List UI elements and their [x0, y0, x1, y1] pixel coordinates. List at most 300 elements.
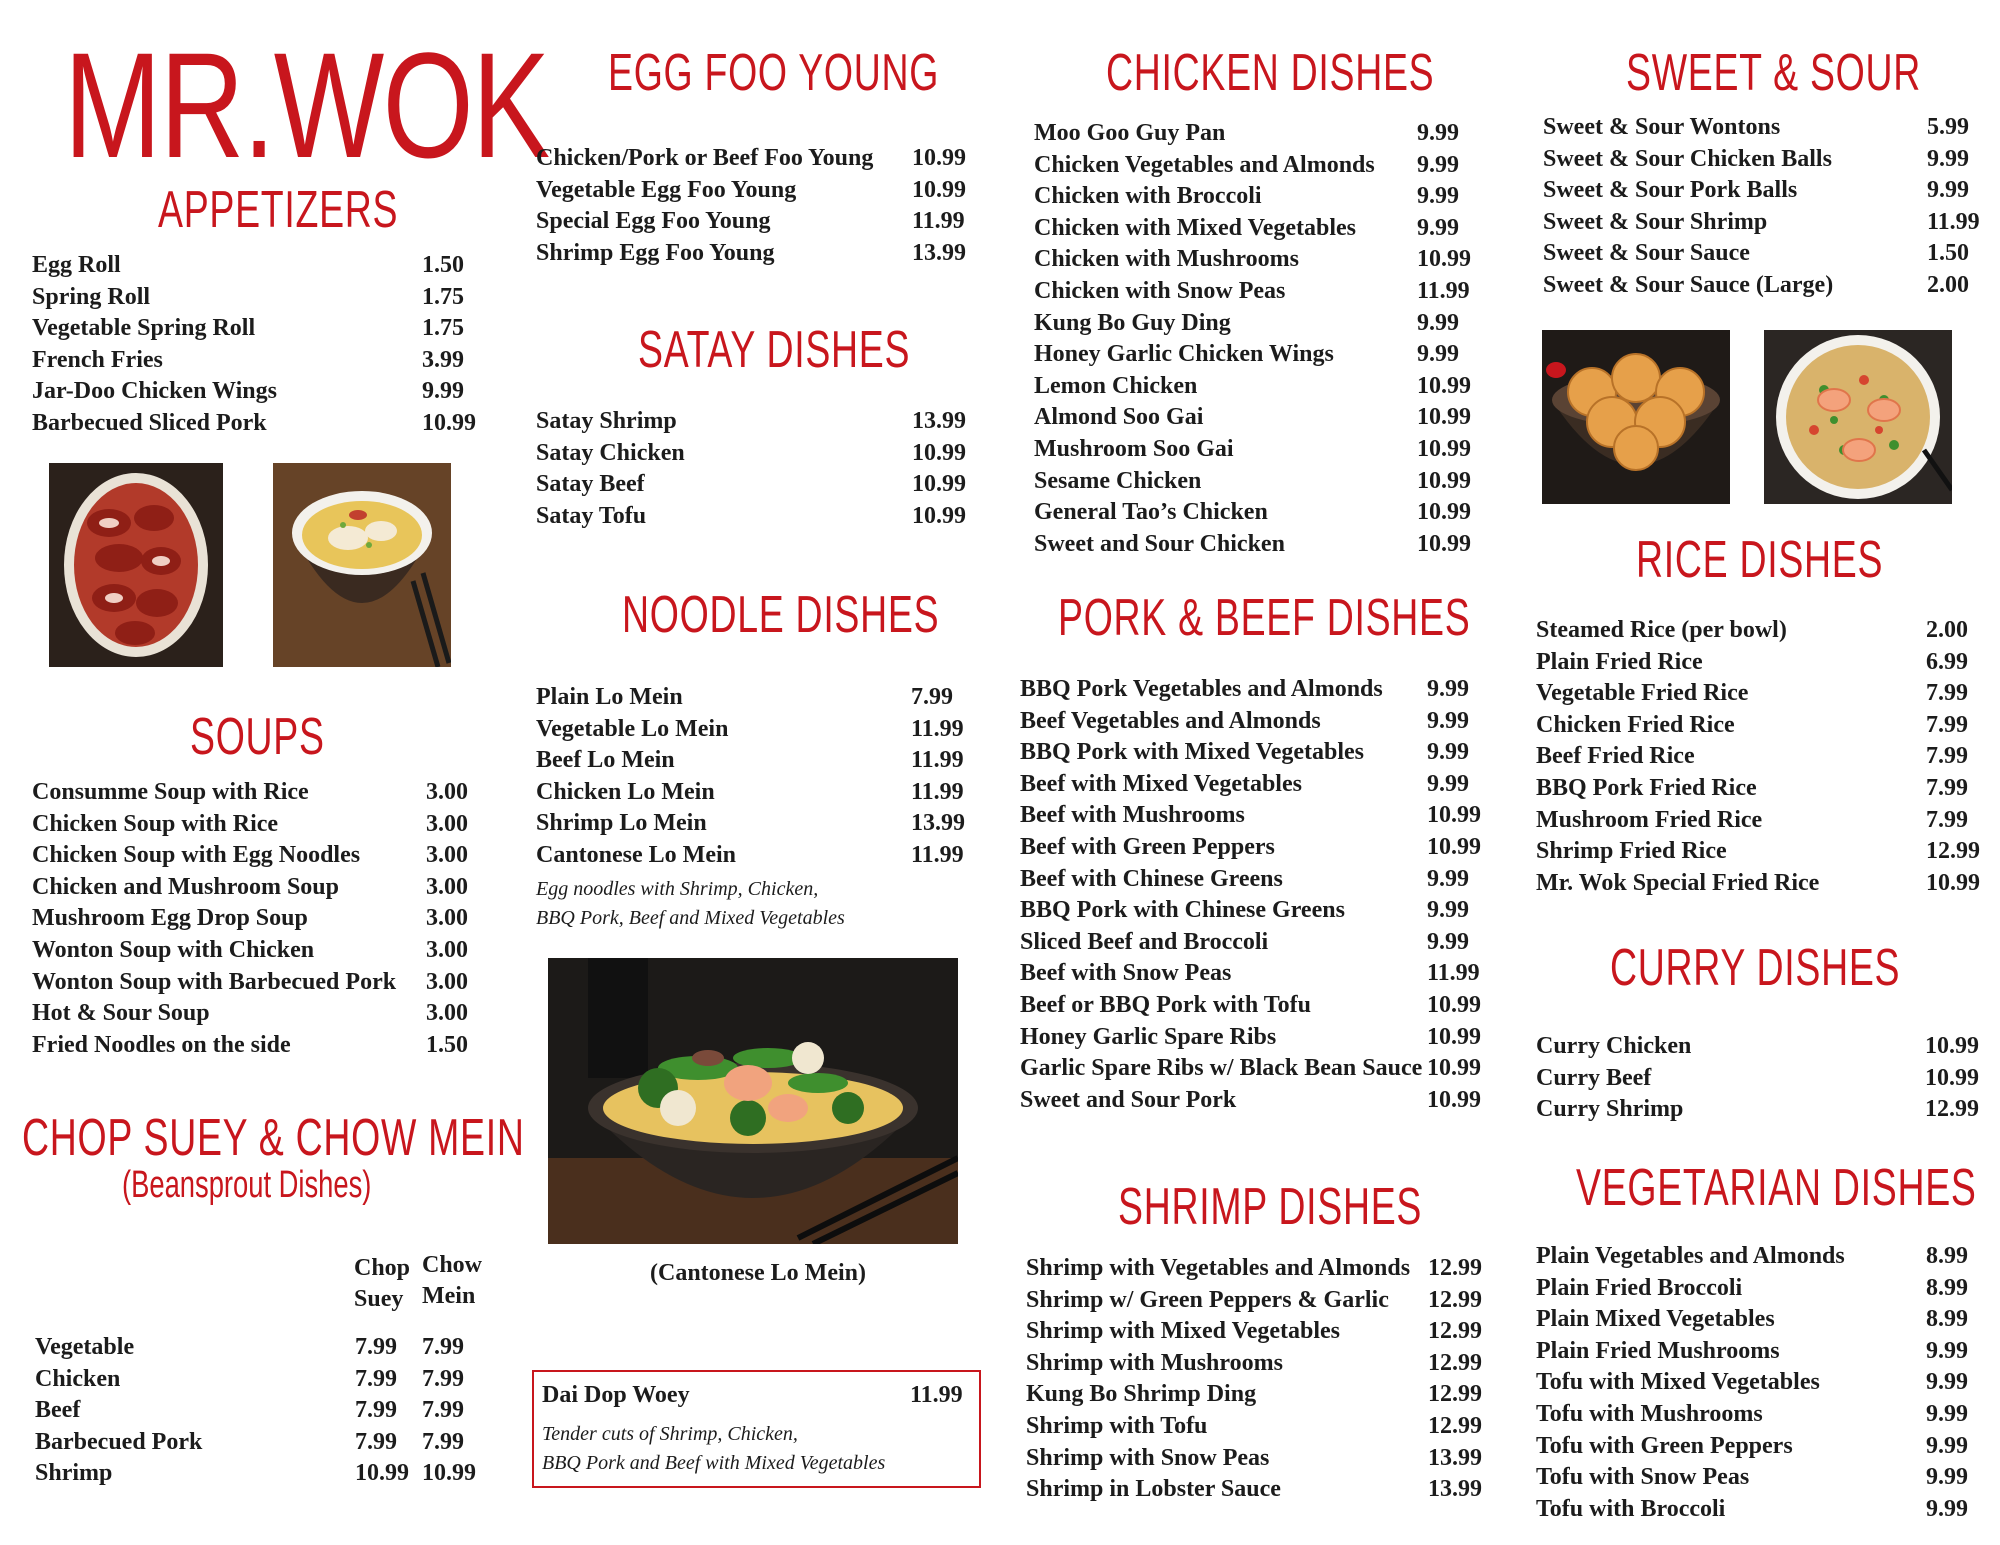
menu-item	[32, 1030, 492, 1062]
menu-item	[536, 501, 996, 533]
menu-item	[536, 438, 996, 470]
item-name: BBQ Pork Vegetables and Almonds	[1020, 676, 1383, 702]
item-price: 9.99	[1427, 676, 1469, 702]
item-name: General Tao’s Chicken	[1034, 499, 1268, 526]
item-name: Vegetable	[35, 1334, 135, 1360]
menu-item	[1536, 1462, 1996, 1494]
pork-beef-list	[1020, 674, 1500, 1116]
menu-item	[1026, 1285, 1506, 1317]
item-price: 10.99	[912, 176, 966, 203]
menu-item	[1543, 175, 1993, 207]
item-price: 10.99	[1417, 435, 1471, 462]
item-price: 9.99	[1417, 309, 1459, 336]
menu-item	[1026, 1316, 1506, 1348]
item-name: Beef with Mixed Vegetables	[1020, 770, 1302, 797]
menu-item	[1020, 1085, 1500, 1117]
menu-item	[32, 998, 492, 1030]
item-name: Shrimp in Lobster Sauce	[1026, 1476, 1281, 1503]
item-price: 9.99	[1427, 770, 1469, 797]
item-name: Satay Tofu	[536, 502, 647, 529]
menu-item	[1536, 773, 1996, 805]
dai-dop-woey-note-line: BBQ Pork and Beef with Mixed Vegetables	[542, 1452, 886, 1474]
item-name: Honey Garlic Spare Ribs	[1020, 1023, 1277, 1050]
item-name: Chicken Soup with Egg Noodles	[32, 842, 361, 869]
item-price: 10.99	[1417, 246, 1471, 273]
item-price: 3.00	[426, 842, 468, 869]
item-name: Tofu with Mixed Vegetables	[1536, 1369, 1820, 1396]
item-price: 3.00	[426, 968, 468, 995]
chicken-list	[1034, 118, 1494, 560]
menu-item	[1034, 434, 1494, 466]
menu-item	[1034, 308, 1494, 340]
item-name: Chicken with Snow Peas	[1034, 277, 1286, 304]
item-price: 10.99	[1417, 467, 1471, 494]
menu-item	[1543, 238, 1993, 270]
menu-item	[1536, 1063, 1996, 1095]
dai-dop-woey-box	[532, 1370, 981, 1488]
chop-suey-price: 7.99	[355, 1334, 397, 1360]
item-name: Chicken	[35, 1365, 121, 1392]
menu-item	[1536, 1494, 1996, 1526]
menu-item	[1034, 118, 1494, 150]
item-price: 11.99	[912, 208, 965, 235]
menu-item	[1034, 244, 1494, 276]
item-price: 1.50	[1927, 240, 1969, 267]
menu-item	[536, 808, 996, 840]
item-price: 10.99	[422, 409, 476, 436]
chow-mein-column-header	[422, 1250, 482, 1312]
menu-item	[1026, 1379, 1506, 1411]
rice-list	[1536, 615, 1996, 899]
item-name: Sesame Chicken	[1034, 467, 1202, 494]
item-price: 9.99	[1926, 1495, 1968, 1522]
item-name: Shrimp	[35, 1460, 113, 1487]
item-name: Consumme Soup with Rice	[32, 779, 309, 805]
item-name: Kung Bo Guy Ding	[1034, 309, 1231, 336]
menu-item	[32, 313, 482, 345]
menu-item	[1536, 615, 1996, 647]
item-price: 5.99	[1927, 114, 1969, 140]
menu-item	[1536, 836, 1996, 868]
item-price: 13.99	[1428, 1444, 1482, 1471]
menu-item	[32, 345, 482, 377]
vegetarian-heading: VEGETARIAN DISHES	[1576, 1159, 1977, 1217]
item-name: Curry Chicken	[1536, 1033, 1692, 1059]
menu-item	[1034, 276, 1494, 308]
item-price: 10.99	[912, 145, 966, 171]
menu-item	[1020, 864, 1500, 896]
item-name: Shrimp Lo Mein	[536, 810, 707, 837]
item-price: 13.99	[1428, 1476, 1482, 1503]
item-price: 11.99	[911, 747, 964, 774]
item-price: 9.99	[1417, 151, 1459, 178]
menu-item	[1034, 497, 1494, 529]
menu-item	[1536, 678, 1996, 710]
item-name: Lemon Chicken	[1034, 372, 1198, 399]
item-name: BBQ Pork with Chinese Greens	[1020, 897, 1345, 924]
menu-item	[1543, 207, 1993, 239]
rice-heading: RICE DISHES	[1636, 531, 1884, 589]
item-name: Beef with Chinese Greens	[1020, 865, 1283, 892]
item-price: 10.99	[1417, 404, 1471, 431]
menu-item	[1026, 1348, 1506, 1380]
item-name: Shrimp with Tofu	[1026, 1412, 1208, 1439]
chicken-heading: CHICKEN DISHES	[1106, 44, 1435, 102]
chow-mein-price: 7.99	[422, 1365, 464, 1392]
item-name: Tofu with Mushrooms	[1536, 1400, 1763, 1427]
item-name: Sweet & Sour Sauce (Large)	[1543, 271, 1834, 298]
item-name: Sweet and Sour Pork	[1020, 1086, 1237, 1113]
item-price: 3.00	[426, 810, 468, 837]
item-price: 7.99	[1926, 711, 1968, 738]
menu-item	[1536, 1094, 1996, 1126]
item-price: 9.99	[1926, 1369, 1968, 1396]
item-name: Plain Fried Rice	[1536, 648, 1703, 675]
menu-item	[1026, 1411, 1506, 1443]
menu-item	[32, 777, 492, 809]
column-header-line: Chop	[354, 1255, 411, 1281]
menu-item	[536, 840, 996, 872]
chop-suey-column-header	[354, 1253, 410, 1315]
item-price: 7.99	[1926, 806, 1968, 833]
menu-item	[1536, 647, 1996, 679]
menu-item	[32, 840, 492, 872]
item-price: 9.99	[1427, 897, 1469, 924]
item-name: Wonton Soup with Chicken	[32, 936, 315, 963]
item-price: 8.99	[1926, 1243, 1968, 1269]
item-name: Tofu with Snow Peas	[1536, 1464, 1750, 1491]
item-price: 9.99	[1417, 341, 1459, 368]
appetizers-heading: APPETIZERS	[158, 181, 399, 239]
pork-beef-heading: PORK & BEEF DISHES	[1058, 589, 1471, 647]
item-name: French Fries	[32, 346, 163, 373]
item-name: Mushroom Egg Drop Soup	[32, 905, 308, 932]
item-price: 10.99	[1427, 1086, 1481, 1113]
item-price: 12.99	[1428, 1349, 1482, 1376]
satay-heading: SATAY DISHES	[638, 321, 911, 379]
item-price: 10.99	[1427, 1055, 1481, 1082]
item-name: Plain Mixed Vegetables	[1536, 1306, 1775, 1333]
item-name: Mushroom Soo Gai	[1034, 435, 1234, 462]
menu-item	[1034, 466, 1494, 498]
item-name: Sweet & Sour Wontons	[1543, 114, 1781, 140]
chow-mein-price: 7.99	[422, 1428, 464, 1455]
vegetarian-list	[1536, 1241, 1996, 1525]
item-name: Spring Roll	[32, 283, 151, 310]
item-name: Sweet & Sour Sauce	[1543, 240, 1750, 267]
item-price: 10.99	[1926, 869, 1980, 896]
item-price: 10.99	[912, 502, 966, 529]
cantonese-lo-mein-photo	[548, 958, 958, 1244]
menu-item	[1034, 529, 1494, 561]
wonton-soup-photo	[273, 463, 451, 667]
item-price: 10.99	[1427, 991, 1481, 1018]
egg-foo-young-heading: EGG FOO YOUNG	[608, 44, 940, 102]
item-name: Sweet & Sour Chicken Balls	[1543, 145, 1832, 172]
menu-item	[1020, 769, 1500, 801]
menu-item	[1026, 1253, 1506, 1285]
item-name: Beef with Green Peppers	[1020, 833, 1275, 860]
menu-item	[536, 206, 996, 238]
menu-item	[32, 408, 482, 440]
item-name: Honey Garlic Chicken Wings	[1034, 341, 1334, 368]
item-price: 9.99	[422, 378, 464, 405]
item-price: 9.99	[1927, 145, 1969, 172]
noodles-heading: NOODLE DISHES	[622, 586, 940, 644]
item-name: Shrimp with Snow Peas	[1026, 1444, 1270, 1471]
item-price: 9.99	[1427, 707, 1469, 734]
chicken-balls-photo	[1542, 330, 1730, 504]
item-name: Wonton Soup with Barbecued Pork	[32, 968, 397, 995]
item-name: Chicken Lo Mein	[536, 778, 715, 805]
item-price: 11.99	[1427, 960, 1480, 987]
item-name: Beef	[35, 1397, 81, 1424]
item-price: 9.99	[1926, 1337, 1968, 1364]
menu-item	[1034, 150, 1494, 182]
item-price: 10.99	[1427, 833, 1481, 860]
item-price: 10.99	[912, 471, 966, 498]
item-name: Dai Dop Woey	[542, 1382, 690, 1408]
menu-item	[1026, 1443, 1506, 1475]
item-name: Plain Vegetables and Almonds	[1536, 1243, 1845, 1269]
chow-mein-price: 7.99	[422, 1397, 464, 1424]
item-price: 13.99	[912, 408, 966, 434]
item-name: Sweet and Sour Chicken	[1034, 530, 1285, 557]
item-name: Barbecued Pork	[35, 1428, 203, 1455]
menu-item	[536, 469, 996, 501]
item-name: BBQ Pork Fried Rice	[1536, 774, 1757, 801]
item-name: Fried Noodles on the side	[32, 1031, 291, 1058]
menu-item	[536, 682, 996, 714]
menu-item	[32, 903, 492, 935]
item-name: Satay Shrimp	[536, 408, 677, 434]
item-price: 10.99	[1925, 1064, 1979, 1091]
item-name: Curry Shrimp	[1536, 1096, 1684, 1123]
item-price: 10.99	[1925, 1033, 1979, 1059]
item-price: 10.99	[1417, 530, 1471, 557]
item-price: 13.99	[911, 810, 965, 837]
item-name: Chicken with Mixed Vegetables	[1034, 214, 1357, 241]
menu-item	[1536, 1336, 1996, 1368]
item-name: Cantonese Lo Mein	[536, 841, 736, 868]
item-name: Mushroom Fried Rice	[1536, 806, 1763, 833]
item-name: Tofu with Broccoli	[1536, 1495, 1726, 1522]
chop-suey-price: 7.99	[355, 1397, 397, 1424]
item-price: 11.99	[1417, 277, 1470, 304]
menu-item	[1536, 710, 1996, 742]
fried-rice-photo	[1764, 330, 1952, 504]
item-price: 12.99	[1428, 1318, 1482, 1345]
menu-item	[1020, 1053, 1500, 1085]
item-price: 2.00	[1927, 271, 1969, 298]
item-name: Kung Bo Shrimp Ding	[1026, 1381, 1257, 1408]
menu-item	[1020, 706, 1500, 738]
item-price: 9.99	[1926, 1464, 1968, 1491]
soups-heading: SOUPS	[190, 708, 325, 766]
menu-item	[32, 809, 492, 841]
item-price: 3.00	[426, 873, 468, 900]
shrimp-heading: SHRIMP DISHES	[1118, 1178, 1423, 1236]
item-price: 3.00	[426, 1000, 468, 1027]
menu-item	[536, 777, 996, 809]
item-name: Vegetable Lo Mein	[536, 715, 729, 742]
noodles-note-line: Egg noodles with Shrimp, Chicken,	[536, 878, 819, 900]
item-name: Plain Lo Mein	[536, 684, 683, 710]
item-price: 9.99	[1417, 214, 1459, 241]
item-price: 12.99	[1428, 1412, 1482, 1439]
menu-item	[1536, 868, 1996, 900]
soups-list	[32, 777, 492, 1061]
item-name: Almond Soo Gai	[1034, 404, 1204, 431]
chop-suey-price: 7.99	[355, 1365, 397, 1392]
menu-item	[1034, 402, 1494, 434]
menu-item	[1536, 1431, 1996, 1463]
chop-suey-list	[35, 1332, 495, 1490]
menu-item	[536, 175, 996, 207]
column-header-line: Mein	[422, 1283, 476, 1309]
menu-item	[1020, 800, 1500, 832]
item-name: Sliced Beef and Broccoli	[1020, 928, 1269, 955]
item-price: 9.99	[1927, 177, 1969, 204]
chop-suey-heading: CHOP SUEY & CHOW MEIN	[22, 1109, 525, 1167]
menu-item	[1026, 1474, 1506, 1506]
bbq-pork-photo	[49, 463, 223, 667]
noodles-list	[536, 682, 996, 872]
item-name: Beef with Snow Peas	[1020, 960, 1232, 987]
item-price: 12.99	[1428, 1381, 1482, 1408]
menu-item	[1543, 270, 1993, 302]
item-price: 1.75	[422, 315, 464, 342]
menu-item	[1020, 1022, 1500, 1054]
item-price: 9.99	[1427, 865, 1469, 892]
item-name: Vegetable Spring Roll	[32, 315, 256, 342]
chop-suey-price: 10.99	[355, 1460, 409, 1487]
sweet-sour-heading: SWEET & SOUR	[1626, 44, 1922, 102]
item-name: Satay Chicken	[536, 439, 685, 466]
item-name: Beef with Mushrooms	[1020, 802, 1245, 829]
item-name: Special Egg Foo Young	[536, 208, 771, 235]
item-price: 9.99	[1427, 739, 1469, 766]
chop-suey-price: 7.99	[355, 1428, 397, 1455]
item-price: 9.99	[1417, 183, 1459, 210]
menu-item	[32, 935, 492, 967]
menu-item	[1536, 805, 1996, 837]
menu-item	[1020, 895, 1500, 927]
item-price: 12.99	[1428, 1255, 1482, 1281]
menu-item	[1536, 1273, 1996, 1305]
curry-heading: CURRY DISHES	[1610, 939, 1901, 997]
item-name: Egg Roll	[32, 252, 121, 278]
item-price: 12.99	[1428, 1286, 1482, 1313]
appetizers-list	[32, 250, 482, 440]
item-name: Beef Vegetables and Almonds	[1020, 707, 1321, 734]
menu-item	[32, 376, 482, 408]
item-name: Plain Fried Broccoli	[1536, 1274, 1743, 1301]
curry-list	[1536, 1031, 1996, 1126]
menu-item	[1034, 181, 1494, 213]
item-price: 11.99	[910, 1382, 963, 1408]
item-price: 11.99	[1927, 208, 1980, 235]
item-name: Plain Fried Mushrooms	[1536, 1337, 1780, 1364]
item-price: 3.00	[426, 936, 468, 963]
item-price: 9.99	[1417, 120, 1459, 146]
item-price: 8.99	[1926, 1274, 1968, 1301]
menu-item	[1536, 741, 1996, 773]
item-price: 13.99	[912, 239, 966, 266]
menu-item	[35, 1395, 495, 1427]
item-price: 10.99	[1427, 802, 1481, 829]
menu-item	[32, 282, 482, 314]
item-name: Beef or BBQ Pork with Tofu	[1020, 991, 1311, 1018]
item-price: 7.99	[1926, 680, 1968, 707]
menu-item	[32, 967, 492, 999]
menu-item	[1034, 213, 1494, 245]
item-name: Chicken with Mushrooms	[1034, 246, 1299, 273]
item-name: Shrimp with Vegetables and Almonds	[1026, 1255, 1411, 1281]
menu-item	[1020, 958, 1500, 990]
chop-suey-subtitle: (Beansprout Dishes)	[122, 1164, 372, 1206]
item-name: Barbecued Sliced Pork	[32, 409, 267, 436]
item-name: Tofu with Green Peppers	[1536, 1432, 1793, 1459]
sweet-sour-list	[1543, 112, 1993, 302]
item-name: Sweet & Sour Pork Balls	[1543, 177, 1798, 204]
item-name: BBQ Pork with Mixed Vegetables	[1020, 739, 1365, 766]
item-name: Beef Fried Rice	[1536, 743, 1695, 770]
menu-item	[536, 745, 996, 777]
item-price: 2.00	[1926, 617, 1968, 643]
menu-item	[1020, 674, 1500, 706]
satay-list	[536, 406, 996, 532]
menu-item	[1020, 990, 1500, 1022]
menu-item	[1034, 371, 1494, 403]
menu-item	[1543, 112, 1993, 144]
menu-item	[35, 1458, 495, 1490]
menu-item	[1020, 737, 1500, 769]
menu-item	[1536, 1241, 1996, 1273]
menu-item	[536, 238, 996, 270]
item-price: 10.99	[1417, 372, 1471, 399]
item-name: Vegetable Egg Foo Young	[536, 176, 797, 203]
item-name: Hot & Sour Soup	[32, 1000, 210, 1027]
item-name: Sweet & Sour Shrimp	[1543, 208, 1768, 235]
item-price: 3.99	[422, 346, 464, 373]
menu-item	[32, 872, 492, 904]
item-name: Moo Goo Guy Pan	[1034, 120, 1226, 146]
menu-item	[1536, 1031, 1996, 1063]
item-price: 8.99	[1926, 1306, 1968, 1333]
menu-item	[536, 143, 996, 175]
item-name: Satay Beef	[536, 471, 645, 498]
item-name: Curry Beef	[1536, 1064, 1652, 1091]
item-price: 11.99	[911, 778, 964, 805]
item-price: 6.99	[1926, 648, 1968, 675]
item-price: 1.50	[426, 1031, 468, 1058]
menu-item	[1034, 339, 1494, 371]
menu-item	[1020, 927, 1500, 959]
menu-item	[35, 1332, 495, 1364]
item-name: Chicken/Pork or Beef Foo Young	[536, 145, 874, 171]
item-name: Shrimp with Mushrooms	[1026, 1349, 1283, 1376]
item-price: 9.99	[1926, 1400, 1968, 1427]
menu-item	[32, 250, 482, 282]
item-price: 3.00	[426, 779, 468, 805]
menu-item	[536, 714, 996, 746]
item-name: Jar-Doo Chicken Wings	[32, 378, 277, 405]
item-price: 1.50	[422, 252, 464, 278]
column-header-line: Suey	[354, 1286, 404, 1312]
item-name: Chicken Soup with Rice	[32, 810, 279, 837]
item-price: 3.00	[426, 905, 468, 932]
